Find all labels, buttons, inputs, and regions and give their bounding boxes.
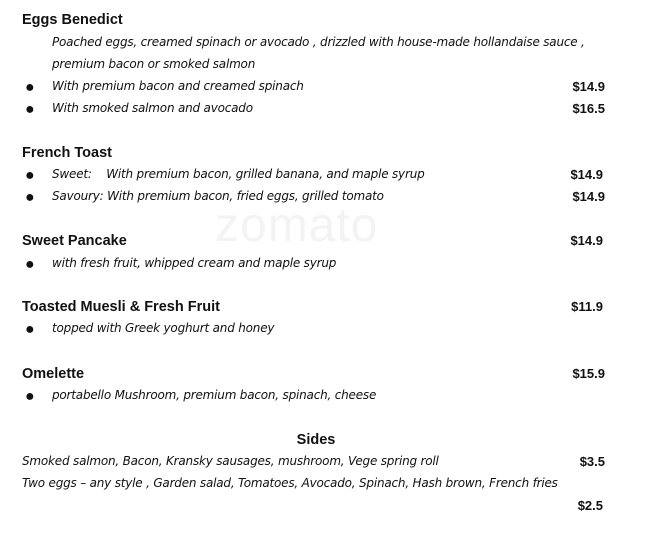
sides-line: Two eggs – any style , Garden salad, Tomatoes, Avocado, Spinach, Hash brown, French fries [22,476,558,490]
bullet-icon: ● [25,388,35,405]
sides-line: Smoked salmon, Bacon, Kransky sausages, mushroom, Vege spring roll [22,454,439,468]
menu-item: With smoked salmon and avocado [52,101,253,115]
menu-item: portabello Mushroom, premium bacon, spinach, cheese [52,388,377,402]
section-description: premium bacon or smoked salmon [52,57,256,71]
price: $2.5 [577,498,603,513]
price: $11.9 [571,299,603,314]
price: $14.9 [570,167,603,182]
price: $15.9 [572,366,605,381]
section-description: Poached eggs, creamed spinach or avocado , drizzled with house-made hollandaise sauce , [52,35,585,49]
price: $14.9 [572,189,605,204]
section-title: Toasted Muesli & Fresh Fruit [22,299,220,315]
bullet-icon: ● [25,79,35,96]
bullet-icon: ● [25,321,35,338]
bullet-icon: ● [25,167,35,184]
bullet-icon: ● [25,189,35,206]
price: $3.5 [579,454,605,469]
bullet-icon: ● [25,256,35,273]
section-title: Omelette [22,366,85,382]
menu-item: topped with Greek yoghurt and honey [52,321,275,335]
menu-item: Savoury: With premium bacon, fried eggs, grilled tomato [52,189,384,203]
price: $16.5 [572,101,605,116]
price: $14.9 [570,233,603,248]
sides-title: Sides [296,432,336,448]
menu-item: with fresh fruit, whipped cream and maple syrup [52,256,337,270]
bullet-icon: ● [25,101,35,118]
section-title: Eggs Benedict [22,12,123,28]
price: $14.9 [572,79,605,94]
section-title: French Toast [22,145,112,161]
watermark-logo: zomato [215,199,379,252]
section-title: Sweet Pancake [22,233,127,249]
menu-item: Sweet: With premium bacon, grilled banana, and maple syrup [52,167,425,181]
menu-item: With premium bacon and creamed spinach [52,79,304,93]
